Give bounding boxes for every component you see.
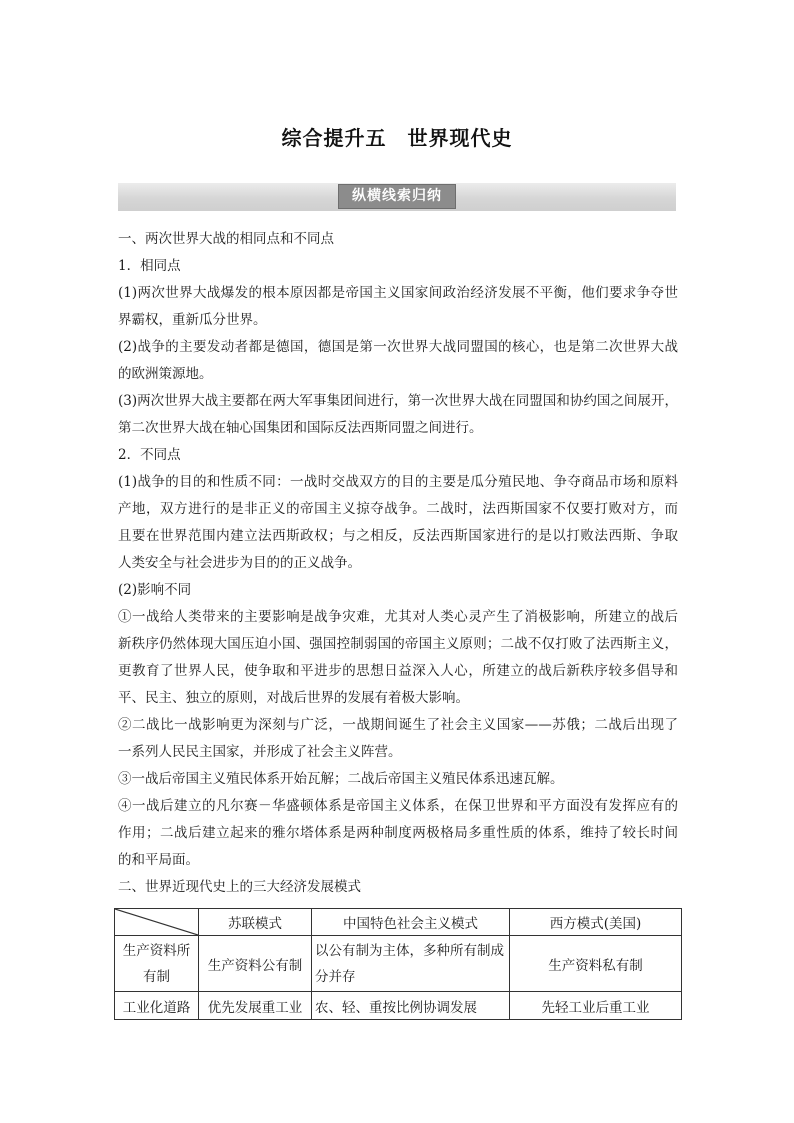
row-label-ownership: 生产资料所有制	[115, 936, 199, 992]
header-western-model: 西方模式(美国)	[510, 909, 682, 936]
text-line: (2)战争的主要发动者都是德国，德国是第一次世界大战同盟国的核心，也是第二次世界大战	[118, 339, 678, 355]
text-line: 且要在世界范围内建立法西斯政权；与之相反，反法西斯国家进行的是以打败法西斯、争取	[118, 528, 678, 544]
text-line: 平、民主、独立的原则，对战后世界的发展有着极大影响。	[118, 690, 469, 706]
cell-china-ownership: 以公有制为主体，多种所有制成分并存	[312, 936, 510, 992]
text-line: (3)两次世界大战主要都在两大军事集团间进行，第一次世界大战在同盟国和协约国之间展开，	[118, 393, 678, 409]
text-line: 二、世界近现代史上的三大经济发展模式	[118, 879, 361, 895]
text-line: 更教育了世界人民，使争取和平进步的思想日益深入人心，所建立的战后新秩序较多倡导和	[118, 663, 678, 679]
text-line: 的和平局面。	[118, 852, 199, 868]
text-line: 人类安全与社会进步为目的的正义战争。	[118, 555, 361, 571]
table-row	[115, 992, 682, 1020]
diagonal-line	[115, 909, 198, 935]
text-line: 一、两次世界大战的相同点和不同点	[118, 231, 334, 247]
cell-soviet-industrialization: 优先发展重工业	[199, 992, 312, 1020]
text-line: 1．相同点	[118, 258, 181, 274]
text-line: (2)影响不同	[118, 582, 192, 598]
body-text	[118, 226, 678, 901]
cell-soviet-ownership: 生产资料公有制	[199, 936, 312, 992]
table-header-row	[115, 909, 682, 936]
text-line: ④一战后建立的凡尔赛－华盛顿体系是帝国主义体系，在保卫世界和平方面没有发挥应有的	[118, 798, 678, 814]
header-china-model: 中国特色社会主义模式	[312, 909, 510, 936]
text-line: 的欧洲策源地。	[118, 366, 213, 382]
text-line: 作用；二战后建立起来的雅尔塔体系是两种制度两极格局多重性质的体系，维持了较长时间	[118, 825, 678, 841]
banner-label: 纵横线索归纳	[338, 184, 456, 209]
cell-western-industrialization: 先轻工业后重工业	[510, 992, 682, 1020]
text-line: ③一战后帝国主义殖民体系开始瓦解；二战后帝国主义殖民体系迅速瓦解。	[118, 771, 564, 787]
cell-china-industrialization: 农、轻、重按比例协调发展	[312, 992, 510, 1020]
text-line: 2．不同点	[118, 447, 181, 463]
row-label-industrialization: 工业化道路	[115, 992, 199, 1020]
text-line: ②二战比一战影响更为深刻与广泛，一战期间诞生了社会主义国家——苏俄；二战后出现了	[118, 717, 678, 733]
page-title: 综合提升五 世界现代史	[281, 126, 513, 150]
header-soviet-model: 苏联模式	[199, 909, 312, 936]
cell-western-ownership: 生产资料私有制	[510, 936, 682, 992]
text-line: 一系列人民民主国家，并形成了社会主义阵营。	[118, 744, 402, 760]
table-row	[115, 936, 682, 992]
text-line: (1)两次世界大战爆发的根本原因都是帝国主义国家间政治经济发展不平衡，他们要求争夺世	[118, 285, 678, 301]
text-line: ①一战给人类带来的主要影响是战争灾难，尤其对人类心灵产生了消极影响，所建立的战后	[118, 609, 678, 625]
text-line: 产地，双方进行的是非正义的帝国主义掠夺战争。二战时，法西斯国家不仅要打败对方，而	[118, 501, 678, 517]
text-line: 界霸权，重新瓜分世界。	[118, 312, 267, 328]
economic-models-table-wrap	[114, 908, 681, 1020]
diagonal-header-cell	[115, 909, 199, 936]
economic-models-table	[114, 908, 682, 1020]
text-line: 第二次世界大战在轴心国集团和国际反法西斯同盟之间进行。	[118, 420, 483, 436]
section-banner	[118, 183, 676, 211]
text-line: (1)战争的目的和性质不同：一战时交战双方的目的主要是瓜分殖民地、争夺商品市场和原料	[118, 474, 678, 490]
text-line: 新秩序仍然体现大国压迫小国、强国控制弱国的帝国主义原则；二战不仅打败了法西斯主义，	[118, 636, 678, 652]
